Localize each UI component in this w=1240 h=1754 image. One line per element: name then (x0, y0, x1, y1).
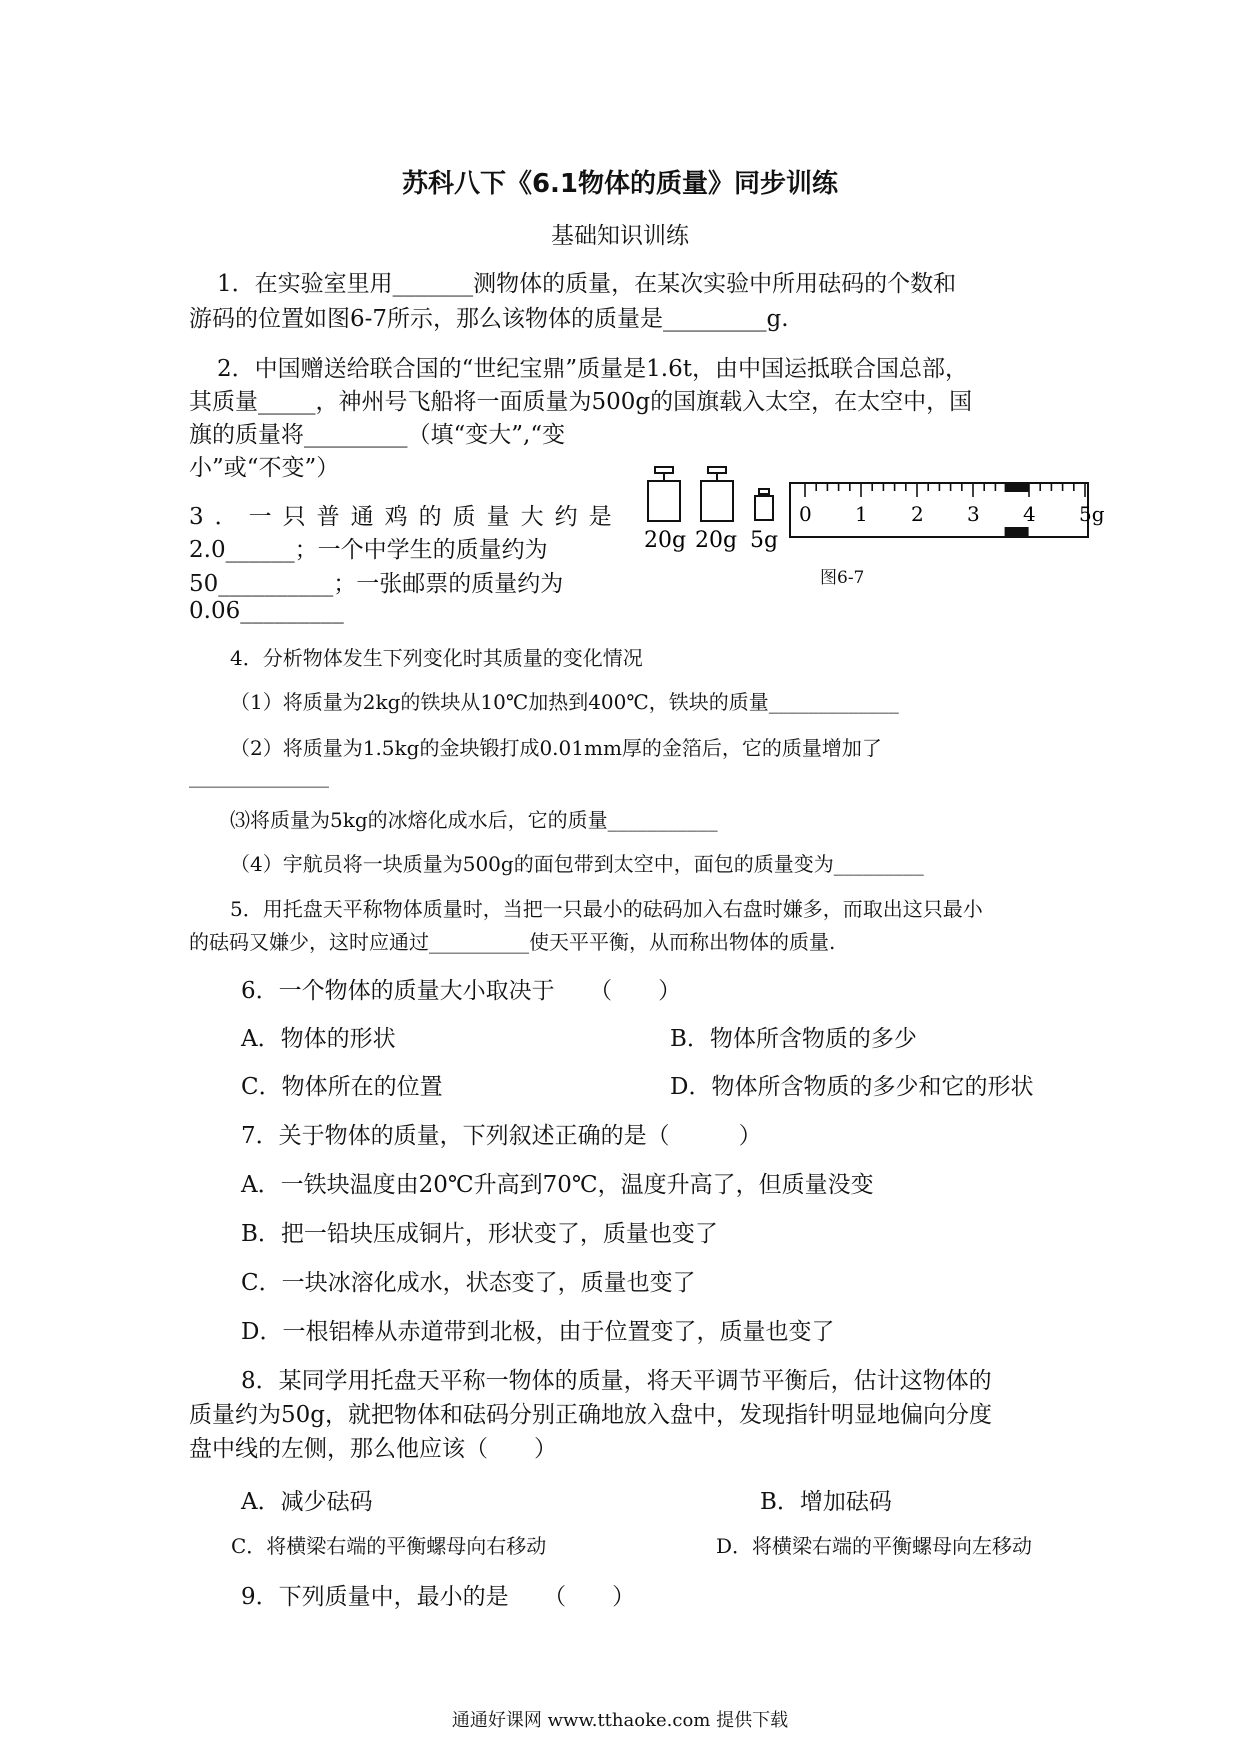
rider-scale (790, 482, 1105, 537)
q2-line2: 其质量_____，神州号飞船将一面质量为500g的国旗载入太空，在太空中，国 (189, 389, 973, 415)
section-subtitle: 基础知识训练 (551, 223, 689, 249)
weight-label-2: 20g (695, 528, 738, 553)
q6-stem: 6．一个物体的质量大小取决于 （ ） (241, 978, 682, 1004)
q6-option-b: B．物体所含物质的多少 (670, 1026, 917, 1052)
q7-stem: 7．关于物体的质量，下列叙述正确的是（ ） (241, 1123, 762, 1149)
q9-stem: 9．下列质量中，最小的是 （ ） (241, 1584, 636, 1610)
q1-line2: 游码的位置如图6-7所示，那么该物体的质量是_________g. (189, 306, 789, 332)
q8-option-c: C．将横梁右端的平衡螺母向右移动 (231, 1534, 547, 1558)
q4-intro: 4．分析物体发生下列变化时其质量的变化情况 (230, 646, 643, 670)
weight-label-3: 5g (750, 528, 779, 553)
q4-sub2-blank: ______________ (189, 764, 329, 788)
q6-option-d: D．物体所含物质的多少和它的形状 (670, 1074, 1034, 1100)
weight-label-1: 20g (644, 528, 687, 553)
ruler-tick-label: 1 (855, 502, 868, 526)
q7-option-c: C．一块冰溶化成水，状态变了，质量也变了 (241, 1270, 696, 1296)
q4-sub3: ⑶将质量为5kg的冰熔化成水后，它的质量___________ (230, 808, 718, 832)
q7-option-d: D．一根铝棒从赤道带到北极，由于位置变了，质量也变了 (241, 1319, 835, 1345)
page-footer: 通通好课网 www.tthaoke.com 提供下载 (451, 1710, 789, 1731)
q8-line1: 8．某同学用托盘天平称一物体的质量，将天平调节平衡后，估计这物体的 (241, 1368, 992, 1394)
q2-line4: 小”或“不变”） (189, 455, 340, 481)
q5-line2: 的砝码又嫌少，这时应通过__________使天平平衡，从而称出物体的质量. (189, 930, 836, 954)
ruler-tick-label: 2 (911, 502, 924, 526)
weight-5g (750, 489, 778, 553)
q8-option-a: A．减少砝码 (241, 1489, 373, 1515)
q8-line2: 质量约为50g，就把物体和砝码分别正确地放入盘中，发现指针明显地偏向分度 (189, 1402, 992, 1428)
q8-line3: 盘中线的左侧，那么他应该（ ） (189, 1436, 557, 1462)
q4-sub4: （4）宇航员将一块质量为500g的面包带到太空中，面包的质量变为_________ (230, 852, 924, 876)
q7-option-b: B．把一铅块压成铜片，形状变了，质量也变了 (241, 1221, 718, 1247)
q3-line3: 50__________；一张邮票的质量约为 (189, 571, 564, 597)
rider-block (1005, 527, 1029, 537)
q8-option-b: B．增加砝码 (760, 1489, 892, 1515)
q4-sub2: （2）将质量为1.5kg的金块锻打成0.01mm厚的金箔后，它的质量增加了 (230, 736, 882, 760)
q3-line1: 3．一只普通鸡的质量大约是 (189, 504, 623, 530)
q8-option-d: D．将横梁右端的平衡螺母向左移动 (716, 1534, 1033, 1558)
q3-line4: 0.06_________ (189, 598, 344, 624)
q7-option-a: A．一铁块温度由20℃升高到70℃，温度升高了，但质量没变 (241, 1172, 874, 1198)
q6-option-c: C．物体所在的位置 (241, 1074, 443, 1100)
ruler-tick-label: 3 (967, 502, 980, 526)
page-title: 苏科八下《6.1物体的质量》同步训练 (401, 169, 839, 199)
q4-sub1: （1）将质量为2kg的铁块从10℃加热到400℃，铁块的质量_____________ (230, 690, 899, 714)
q6-option-a: A．物体的形状 (241, 1026, 396, 1052)
q3-line2: 2.0______；一个中学生的质量约为 (189, 537, 548, 563)
q5-line1: 5．用托盘天平称物体质量时，当把一只最小的砝码加入右盘时嫌多，而取出这只最小 (230, 897, 983, 921)
weight-20g-2 (695, 467, 737, 553)
rider-block (1005, 482, 1029, 492)
weight-20g-1 (644, 467, 686, 553)
ruler-tick-label: 5g (1079, 502, 1105, 526)
q2-line3: 旗的质量将_________（填“变大”,“变 (189, 422, 566, 448)
q1-line1: 1．在实验室里用_______测物体的质量，在某次实验中所用砝码的个数和 (217, 271, 957, 297)
q2-line1: 2．中国赠送给联合国的“世纪宝鼎”质量是1.6t，由中国运抵联合国总部， (217, 356, 968, 382)
ruler-tick-label: 4 (1023, 502, 1036, 526)
figure-caption: 图6-7 (820, 568, 865, 588)
balance-figure (640, 455, 1105, 570)
ruler-tick-label: 0 (799, 502, 812, 526)
